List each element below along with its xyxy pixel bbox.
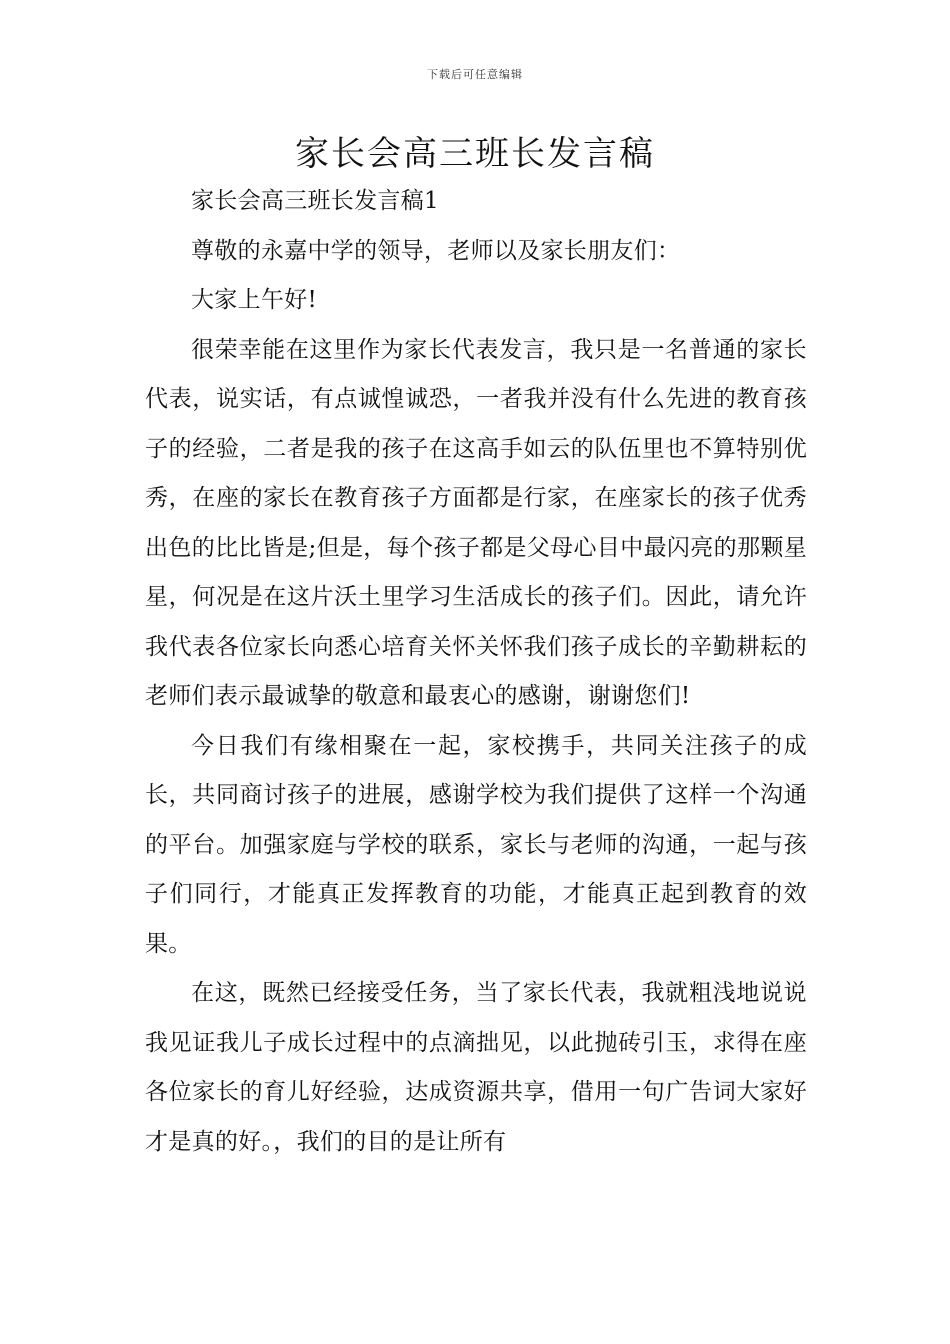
salutation-paragraph: 尊敬的永嘉中学的领导，老师以及家长朋友们： (191, 237, 681, 264)
header-note: 下载后可任意编辑 (427, 68, 523, 81)
body-paragraph: 今日我们有缘相聚在一起，家校携手，共同关注孩子的成长，共同商讨孩子的进展，感谢学校为我们提供了这样一个沟通的平台。加强家庭与学校的联系，家长与老师的沟通，一起与孩子们同行，才能真正发挥教育的功能，才能真正起到教育的效果。 (145, 732, 807, 957)
greeting-paragraph: 大家上午好! (191, 287, 318, 313)
document-body (145, 177, 807, 1167)
document-title: 家长会高三班长发言稿 (295, 134, 655, 174)
body-paragraph: 在这，既然已经接受任务，当了家长代表，我就粗浅地说说我见证我儿子成长过程中的点滴拙见，以此抛砖引玉，求得在座各位家长的育儿好经验，达成资源共享，借用一句广告词大家好才是真的好。，我们的目的是让所有 (145, 980, 807, 1155)
body-paragraph: 很荣幸能在这里作为家长代表发言，我只是一名普通的家长代表，说实话，有点诚惶诚恐，一者我并没有什么先进的教育孩子的经验，二者是我的孩子在这高手如云的队伍里也不算特别优秀，在座的家长在教育孩子方面都是行家，在座家长的孩子优秀出色的比比皆是;但是，每个孩子都是父母心目中最闪亮的那颗星星，何况是在这片沃土里学习生活成长的孩子们。因此，请允许我代表各位家长向悉心培育关怀关怀我们孩子成长的辛勤耕耘的老师们表示最诚挚的敬意和最衷心的感谢，谢谢您们! (145, 336, 807, 709)
subtitle-paragraph: 家长会高三班长发言稿1 (191, 188, 439, 214)
